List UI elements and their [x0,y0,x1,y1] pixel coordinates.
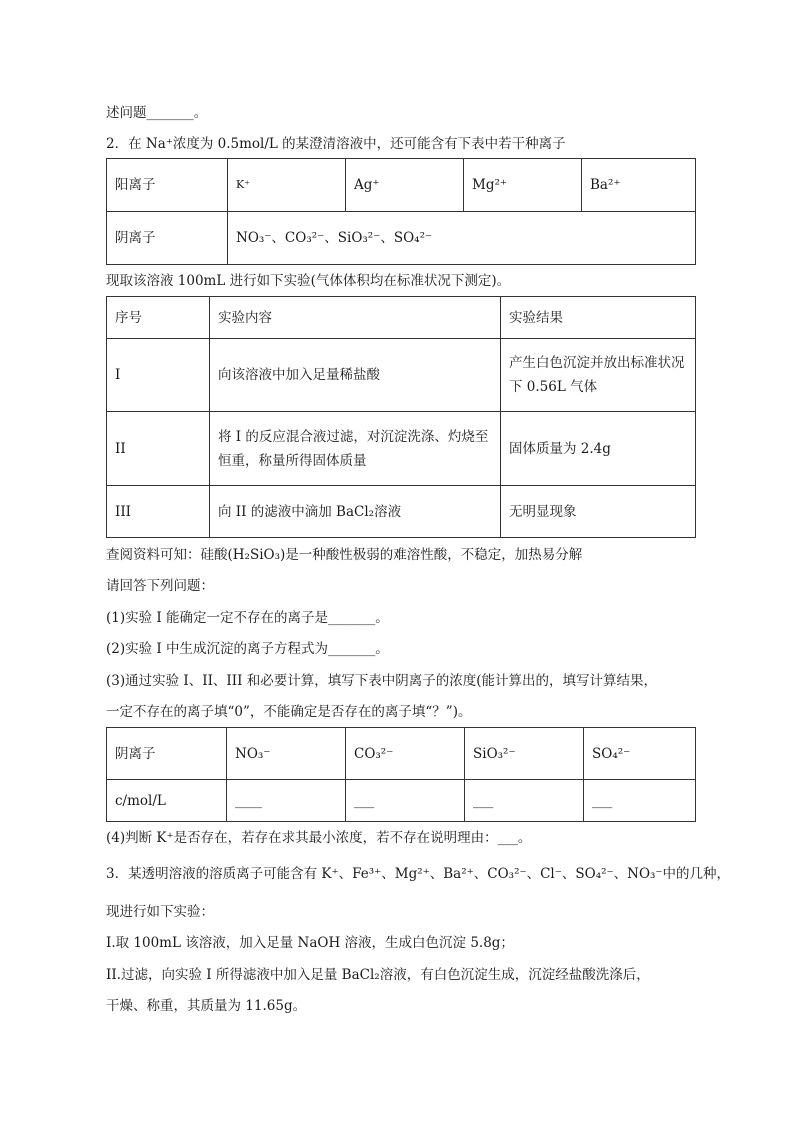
row-content: 将 I 的反应混合液过滤，对沉淀洗涤、灼烧至恒重，称量所得固体质量 [210,412,501,486]
row-result: 无明显现象 [501,486,696,538]
conc-anion-label: 阴离子 [107,728,227,780]
ion-table [106,158,696,265]
conc-blank: ____ [227,780,346,822]
cation-cell: Ag⁺ [346,159,464,212]
row-id: III [107,486,210,538]
q2-sub4: (4)判断 K⁺是否存在，若存在求其最小浓度，若不存在说明理由：___。 [106,830,532,846]
q3-line1: 3．某透明溶液的溶质离子可能含有 K⁺、Fe³⁺、Mg²⁺、Ba²⁺、CO₃²⁻、Cl⁻、SO₄²⁻、NO₃⁻中的几种， [106,866,731,882]
q2-ask: 请回答下列问题： [106,578,214,594]
header-id: 序号 [107,297,210,339]
row-id: I [107,339,210,412]
conc-label: c/mol/L [107,780,227,822]
q2-setup: 现取该溶液 100mL 进行如下实验(气体体积均在标准状况下测定)。 [106,273,511,289]
anion-list: NO₃⁻、CO₃²⁻、SiO₃²⁻、SO₄²⁻ [228,212,696,265]
cation-cell: Mg²⁺ [464,159,582,212]
conc-anion-cell: SiO₃²⁻ [465,728,584,780]
anion-label: 阴离子 [107,212,228,265]
q3-step2: II.过滤，向实验 I 所得滤液中加入足量 BaCl₂溶液，有白色沉淀生成，沉淀经盐酸洗涤后， [106,967,650,983]
row-result: 固体质量为 2.4g [501,412,696,486]
cation-label: 阳离子 [107,159,228,212]
table-row [107,412,696,486]
q3-line2: 现进行如下实验： [106,904,214,920]
row-content: 向该溶液中加入足量稀盐酸 [210,339,501,412]
header-result: 实验结果 [501,297,696,339]
header-content: 实验内容 [210,297,501,339]
q2-sub3-line1: (3)通过实验 I、II、III 和必要计算，填写下表中阴离子的浓度(能计算出的，填写计算结果， [106,673,657,689]
table-row [107,339,696,412]
q2-note: 查阅资料可知：硅酸(H₂SiO₃)是一种酸性极弱的难溶性酸，不稳定，加热易分解 [106,547,583,563]
conc-anion-cell: CO₃²⁻ [346,728,465,780]
q3-step3: 干燥、称重，其质量为 11.65g。 [106,998,307,1014]
experiment-table [106,296,696,538]
cation-cell: Ba²⁺ [582,159,696,212]
row-id: II [107,412,210,486]
q2-sub1: (1)实验 I 能确定一定不存在的离子是_______。 [106,610,389,626]
conc-anion-cell: NO₃⁻ [227,728,346,780]
conc-anion-cell: SO₄²⁻ [584,728,696,780]
table-row [107,486,696,538]
conc-blank: ___ [465,780,584,822]
q2-sub2: (2)实验 I 中生成沉淀的离子方程式为_______。 [106,641,389,657]
q2-title: 2．在 Na⁺浓度为 0.5mol/L 的某澄清溶液中，还可能含有下表中若干种离子 [106,136,566,152]
intro-line: 述问题_______。 [106,105,208,121]
conc-blank: ___ [346,780,465,822]
cation-cell: K⁺ [228,159,346,212]
row-result: 产生白色沉淀并放出标准状况下 0.56L 气体 [501,339,696,412]
concentration-table [106,727,696,822]
q3-step1: I.取 100mL 该溶液，加入足量 NaOH 溶液，生成白色沉淀 5.8g； [106,935,514,951]
row-content: 向 II 的滤液中滴加 BaCl₂溶液 [210,486,501,538]
conc-blank: ___ [584,780,696,822]
q2-sub3-line2: 一定不存在的离子填“0”，不能确定是否存在的离子填“？”)。 [106,704,472,720]
